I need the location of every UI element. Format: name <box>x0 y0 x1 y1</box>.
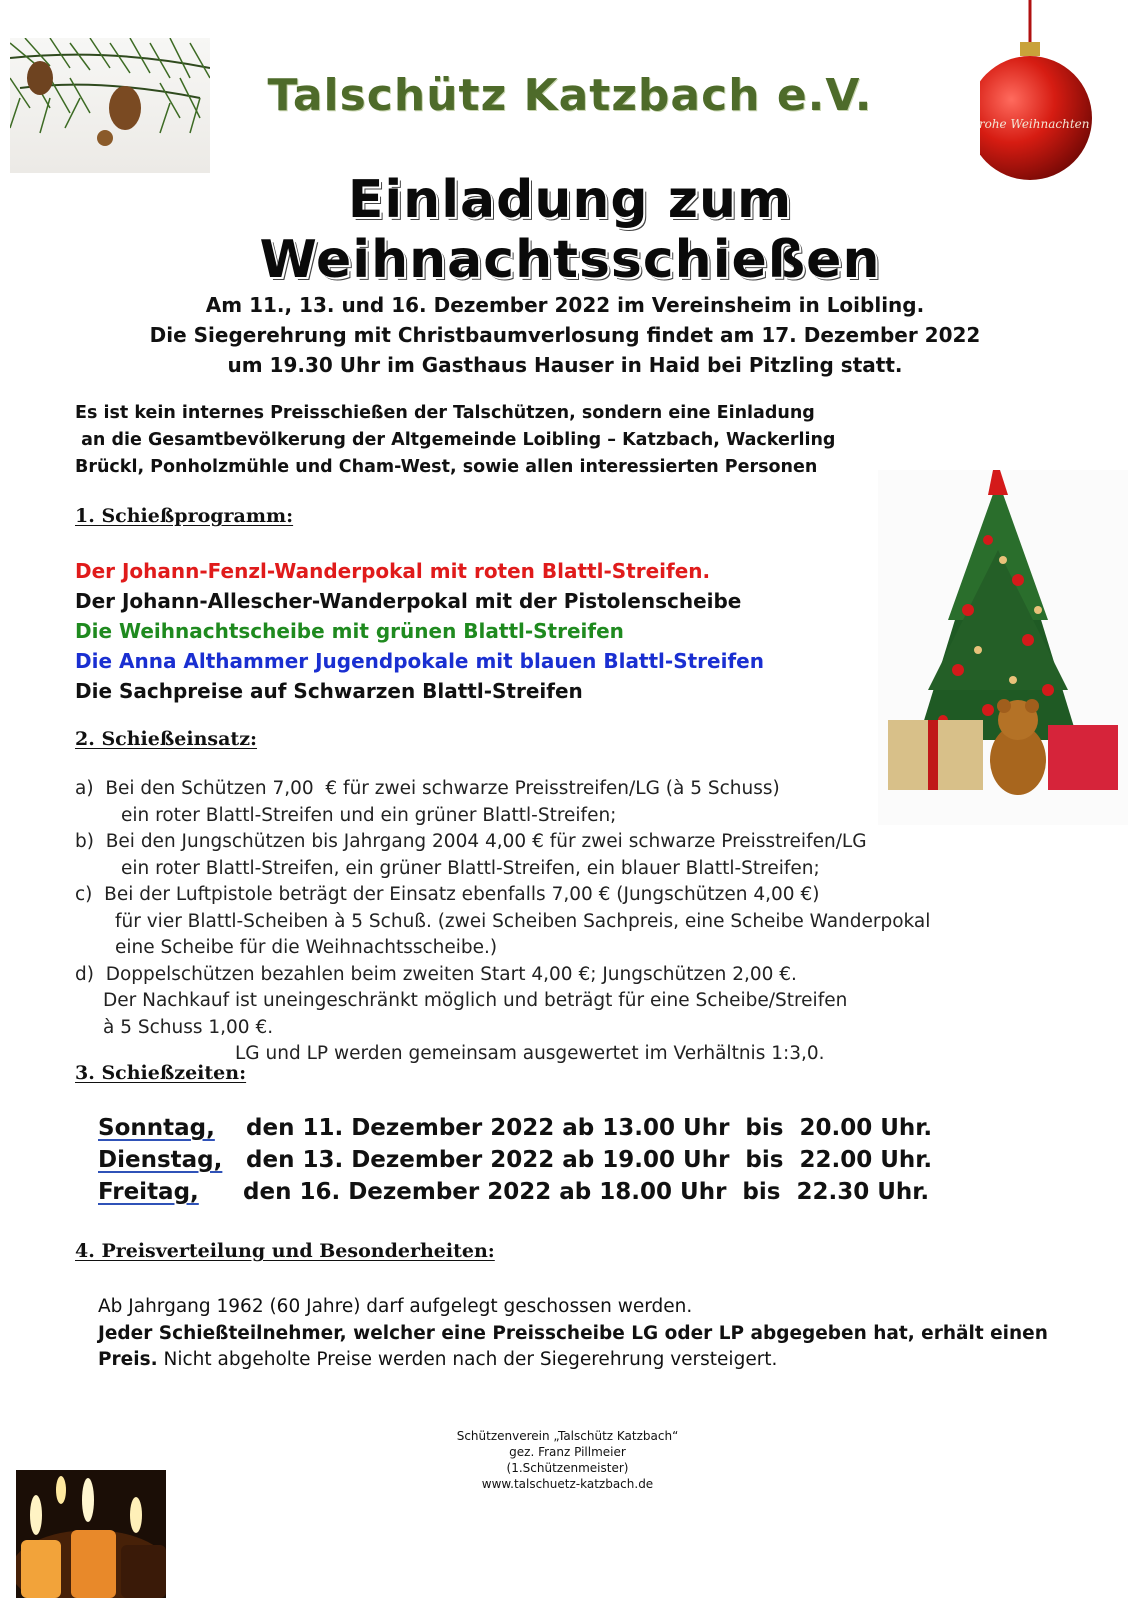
einsatz-list <box>75 776 1075 1068</box>
section-heading-zeiten: 3. Schießzeiten: <box>75 1062 247 1084</box>
page-title: Einladung zum Weihnachtsschießen <box>259 170 881 290</box>
preis-line-1: Ab Jahrgang 1962 (60 Jahre) darf aufgelegt geschossen werden. <box>98 1296 693 1317</box>
event-line-3: um 19.30 Uhr im Gasthaus Hauser in Haid bei Pitzling statt. <box>227 353 903 377</box>
einsatz-line: c) Bei der Luftpistole beträgt der Einsatz ebenfalls 7,00 € (Jungschützen 4,00 €) <box>75 884 820 905</box>
einsatz-line: LG und LP werden gemeinsam ausgewertet im Verhältnis 1:3,0. <box>235 1043 825 1064</box>
section-heading-preis: 4. Preisverteilung und Besonderheiten: <box>75 1240 495 1262</box>
footer-website-link[interactable]: www.talschuetz-katzbach.de <box>481 1477 654 1491</box>
program-item: Die Anna Althammer Jugendpokale mit blauen Blattl-Streifen <box>75 649 764 673</box>
einsatz-line: ein roter Blattl-Streifen und ein grüner Blattl-Streifen; <box>121 804 617 826</box>
event-line-2: Die Siegerehrung mit Christbaumverlosung findet am 17. Dezember 2022 <box>149 323 981 347</box>
einsatz-line: Der Nachkauf ist uneingeschränkt möglich und beträgt für eine Scheibe/Streifen <box>103 990 848 1011</box>
footer-club: Schützenverein „Talschütz Katzbach“ <box>456 1429 679 1443</box>
club-name: Talschütz Katzbach e.V. <box>267 70 873 121</box>
einsatz-line: ein roter Blattl-Streifen, ein grüner Blattl-Streifen, ein blauer Blattl-Streifen; <box>121 857 820 879</box>
svg-text:Frohe Weihnachten: Frohe Weihnachten <box>980 117 1090 131</box>
schedule-day: Freitag, <box>98 1179 199 1205</box>
preis-line-3-bold: Preis. <box>98 1349 158 1370</box>
intro-line-3: Brückl, Ponholzmühle und Cham-West, sowie allen interessierten Personen <box>75 457 818 477</box>
program-item: Der Johann-Fenzl-Wanderpokal mit roten Blattl-Streifen. <box>75 559 711 583</box>
einsatz-line: für vier Blattl-Scheiben à 5 Schuß. (zwei Scheiben Sachpreis, eine Scheibe Wanderpokal <box>115 910 931 932</box>
einsatz-line: b) Bei den Jungschützen bis Jahrgang 2004 4,00 € für zwei schwarze Preisstreifen/LG <box>75 831 867 852</box>
preis-line-2: Jeder Schießteilnehmer, welcher eine Preisscheibe LG oder LP abgegeben hat, erhält einen <box>98 1322 1048 1344</box>
event-line-1: Am 11., 13. und 16. Dezember 2022 im Vereinsheim in Loibling. <box>205 293 925 317</box>
program-item: Die Sachpreise auf Schwarzen Blattl-Streifen <box>75 679 583 703</box>
intro-paragraph <box>75 400 895 481</box>
event-info <box>120 290 1010 380</box>
footer-role: (1.Schützenmeister) <box>506 1461 629 1475</box>
preis-line-3-rest: Nicht abgeholte Preise werden nach der Siegerehrung versteigert. <box>157 1349 778 1370</box>
schedule-time: den 16. Dezember 2022 ab 18.00 Uhr bis 22.30 Uhr. <box>243 1179 930 1205</box>
program-list <box>75 556 764 706</box>
section-heading-einsatz: 2. Schießeinsatz: <box>75 728 258 750</box>
program-item: Die Weihnachtscheibe mit grünen Blattl-Streifen <box>75 619 624 643</box>
einsatz-line: eine Scheibe für die Weihnachtsscheibe.) <box>115 937 498 958</box>
schedule-time: den 13. Dezember 2022 ab 19.00 Uhr bis 22.00 Uhr. <box>246 1147 933 1173</box>
einsatz-line: a) Bei den Schützen 7,00 € für zwei schwarze Preisstreifen/LG (à 5 Schuss) <box>75 778 780 799</box>
preis-line-3 <box>98 1347 1098 1374</box>
candles-image <box>16 1470 166 1598</box>
section-heading-program: 1. Schießprogramm: <box>75 505 294 527</box>
schedule-time: den 11. Dezember 2022 ab 13.00 Uhr bis 20.00 Uhr. <box>246 1115 933 1141</box>
christmas-tree-image <box>878 470 1128 825</box>
program-item: Der Johann-Allescher-Wanderpokal mit der Pistolenscheibe <box>75 589 742 613</box>
intro-line-1: Es ist kein internes Preisschießen der Talschützen, sondern eine Einladung <box>75 403 815 423</box>
preis-paragraph <box>98 1294 1098 1374</box>
schedule-day: Sonntag, <box>98 1115 215 1141</box>
einsatz-line: d) Doppelschützen bezahlen beim zweiten Start 4,00 €; Jungschützen 2,00 €. <box>75 963 797 985</box>
pine-branch-image <box>10 38 210 173</box>
footer-signed: gez. Franz Pillmeier <box>509 1445 626 1459</box>
einsatz-line: à 5 Schuss 1,00 €. <box>103 1016 274 1038</box>
signature-footer <box>390 1428 745 1492</box>
christmas-ornament-image <box>980 0 1120 185</box>
intro-line-2: an die Gesamtbevölkerung der Altgemeinde Loibling – Katzbach, Wackerling <box>75 430 836 450</box>
schedule-day: Dienstag, <box>98 1147 223 1173</box>
